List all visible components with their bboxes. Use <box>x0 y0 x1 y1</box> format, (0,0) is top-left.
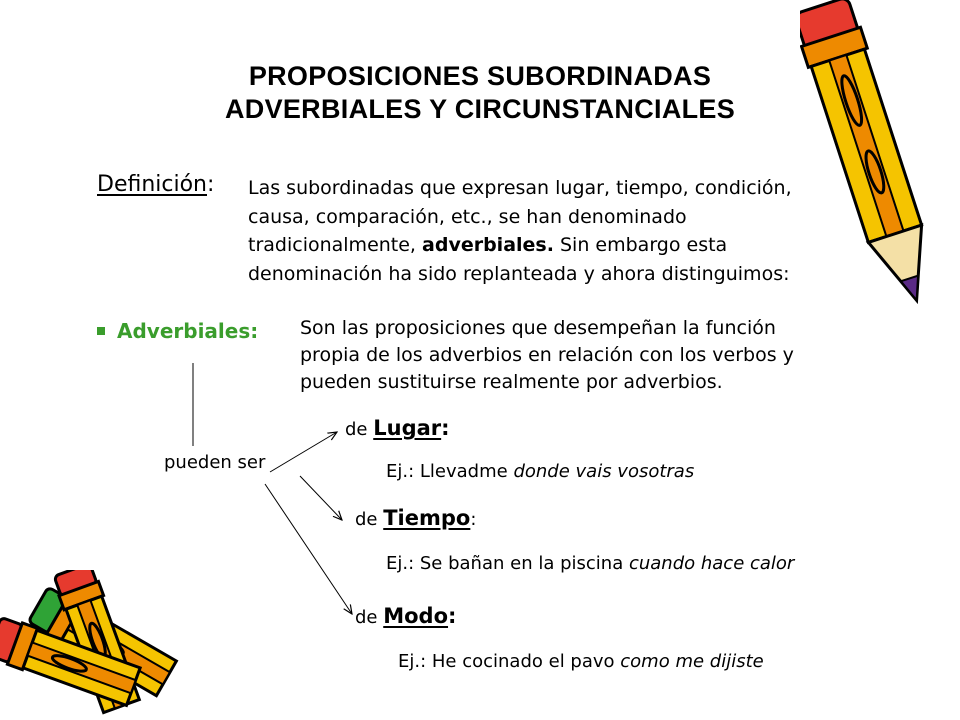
adverbiales-line-3: pueden sustituirse realmente por adverbios. <box>300 371 723 393</box>
type-tiempo <box>355 506 476 530</box>
adverbiales-line-1: Son las proposiciones que desempeñan la función <box>300 317 776 339</box>
type-keyword: Tiempo <box>383 506 471 530</box>
adverbiales-label: Adverbiales: <box>117 319 259 343</box>
definition-line-3-pre: tradicionalmente, <box>248 234 423 256</box>
definition-line-3-post: Sin embargo esta <box>553 234 728 256</box>
type-suffix: : <box>441 416 450 440</box>
example-modo <box>398 651 764 672</box>
example-italic: cuando hace calor <box>628 553 795 574</box>
definition-label-text: Definición <box>97 172 207 197</box>
example-italic: como me dijiste <box>620 651 764 672</box>
type-keyword: Modo <box>383 604 449 628</box>
type-suffix: : <box>448 604 457 628</box>
type-lugar <box>345 416 450 440</box>
example-italic: donde vais vosotras <box>513 461 695 482</box>
definition-line-1: Las subordinadas que expresan lugar, tiempo, condición, <box>248 177 792 199</box>
adverbiales-line-2: propia de los adverbios en relación con los verbos y <box>300 344 794 366</box>
definition-line-4: denominación ha sido replanteada y ahora distinguimos: <box>248 262 790 285</box>
type-modo <box>355 604 456 628</box>
arrow-to-tiempo <box>300 476 342 520</box>
example-text: Ej.: He cocinado el pavo <box>398 651 621 672</box>
pencil-clipart-top-right-icon <box>800 0 960 330</box>
definition-colon: : <box>207 172 215 197</box>
type-prefix: de <box>355 607 384 628</box>
title-line-2: ADVERBIALES Y CIRCUNSTANCIALES <box>224 94 736 124</box>
example-text: Ej.: Se bañan en la piscina <box>386 553 629 574</box>
arrow-to-modo <box>265 484 352 614</box>
type-suffix: : <box>470 509 477 530</box>
title-line-1: PROPOSICIONES SUBORDINADAS <box>248 61 712 91</box>
example-lugar <box>386 461 694 482</box>
type-prefix: de <box>355 509 384 530</box>
pencils-clipart-bottom-left-icon <box>0 570 200 720</box>
definition-line-2: causa, comparación, etc., se han denominado <box>248 205 687 228</box>
type-keyword: Lugar <box>373 416 442 440</box>
pueden-ser-label: pueden ser <box>164 452 266 473</box>
example-tiempo <box>386 553 794 574</box>
definition-keyword: adverbiales. <box>422 234 554 256</box>
type-prefix: de <box>345 419 374 440</box>
arrow-to-lugar <box>270 432 337 472</box>
example-text: Ej.: Llevadme <box>386 461 514 482</box>
